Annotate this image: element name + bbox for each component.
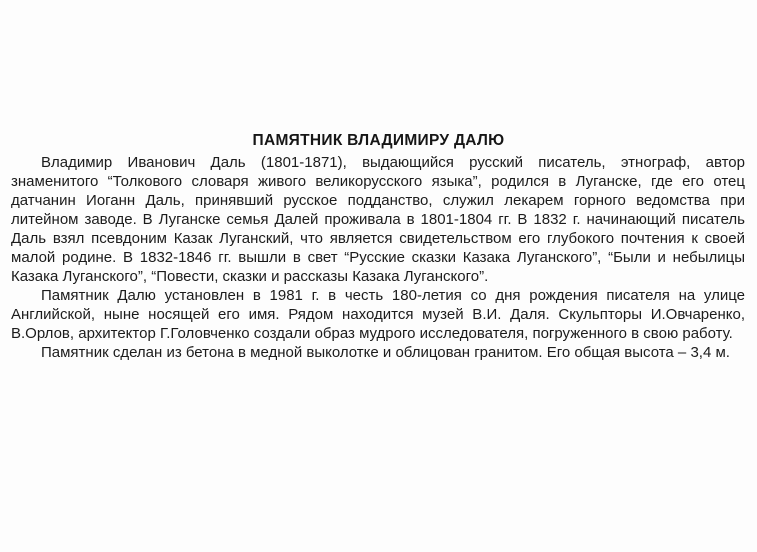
document-title: ПАМЯТНИК ВЛАДИМИРУ ДАЛЮ [252,132,505,149]
document-body [11,153,745,362]
paragraph-biography: Владимир Иванович Даль (1801-1871), выдающийся русский писатель, этнограф, автор знаменитого “Толкового словаря живого великорусского языка”, родился в Луганске, где его отец датчанин Иоганн Даль, принявший русское подданство, служил лекарем горного ведомства при литейном заводе. В Луганске семья Далей проживала в 1801-1804 гг. В 1832 г. начинающий писатель Даль взял псевдоним Казак Луганский, что является свидетельством его глубокого почтения к своей малой родине. В 1832-1846 гг. вышли в свет “Русские сказки Казака Луганского”, “Были и небылицы Казака Луганского”, “Повести, сказки и рассказы Казака Луганского”. [11,154,745,285]
paragraph-monument-material: Памятник сделан из бетона в медной выколотке и облицован гранитом. Его общая высота – 3,4 м. [41,344,730,361]
paragraph-monument-installation: Памятник Далю установлен в 1981 г. в честь 180-летия со дня рождения писателя на улице Английской, ныне носящей его имя. Рядом находится музей В.И. Даля. Скульпторы И.Овчаренко, В.Орлов, архитектор Г.Головченко создали образ мудрого исследователя, погруженного в свою работу. [11,287,745,342]
